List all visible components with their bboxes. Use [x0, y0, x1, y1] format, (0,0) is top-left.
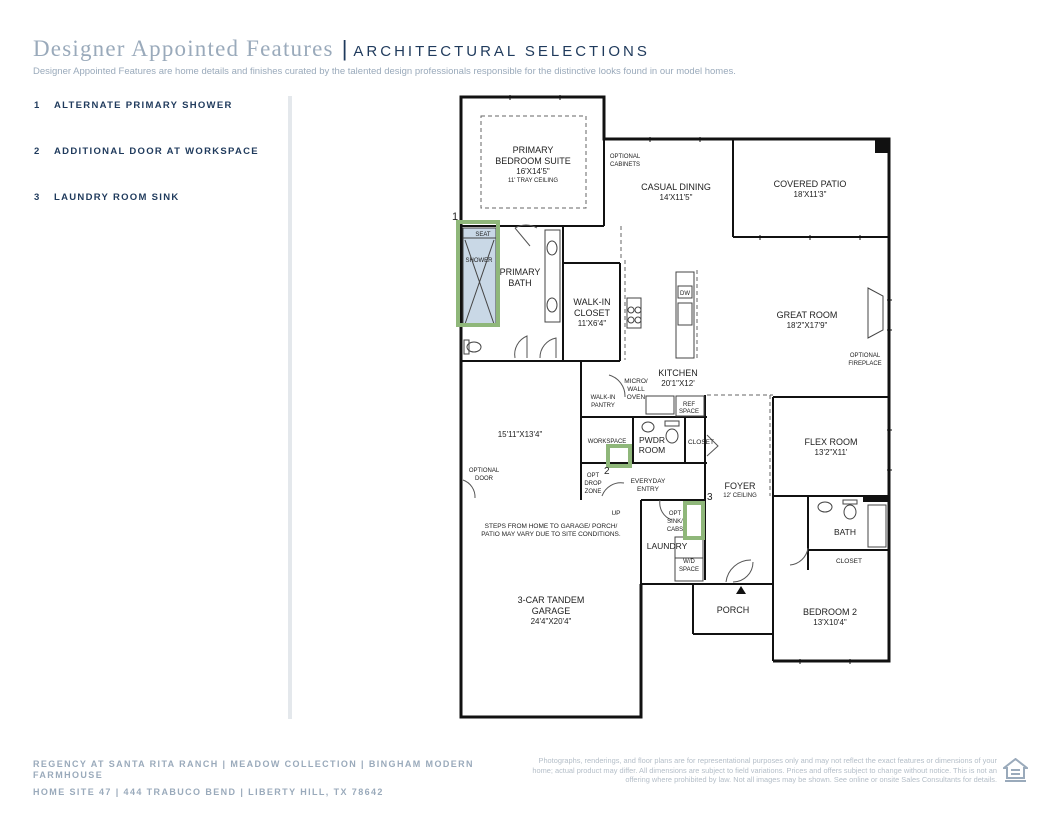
foyer-label: FOYER — [724, 481, 756, 491]
wd-space-label: SPACE — [679, 567, 699, 573]
flex-room-label: FLEX ROOM — [804, 437, 858, 447]
wall-block — [863, 496, 889, 502]
marker-1: 1 — [452, 211, 459, 223]
ref-space-label: REF — [683, 402, 695, 408]
title-separator: | — [341, 36, 348, 61]
floor-plan-drawing — [440, 88, 900, 724]
optional-fireplace-label: FIREPLACE — [848, 361, 882, 367]
walk-in-closet-label: WALK-IN — [573, 297, 611, 307]
micro-wall-oven-label: MICRO/ — [624, 378, 648, 385]
page-header — [33, 36, 650, 62]
everyday-entry-label: ENTRY — [637, 486, 659, 493]
micro-wall-oven-label: WALL — [627, 386, 645, 393]
optional-cabinets-label: CABINETS — [609, 162, 641, 168]
closet-label-2: CLOSET — [835, 558, 863, 565]
site-conditions-note: STEPS FROM HOME TO GARAGE/ PORCH/ — [484, 523, 618, 530]
optional-door-label: DOOR — [475, 476, 493, 482]
shower-label: SHOWER — [465, 258, 493, 264]
opt-drop-zone-label: OPT — [586, 473, 600, 479]
garage-bay-dims: 15'11"X13'4" — [497, 430, 543, 439]
garage-dims: 24'4"X20'4" — [530, 617, 572, 626]
marker-3: 3 — [707, 492, 713, 503]
feature-item — [34, 146, 259, 192]
workspace-label: WORKSPACE — [587, 439, 627, 445]
section-title: ARCHITECTURAL SELECTIONS — [353, 43, 650, 60]
entry-arrow-icon — [736, 586, 746, 594]
porch-label: PORCH — [716, 605, 750, 615]
feature-label: ALTERNATE PRIMARY SHOWER — [54, 100, 233, 111]
equal-housing-opportunity-icon — [1003, 758, 1028, 784]
floor-plan — [440, 88, 900, 729]
walk-in-pantry-label: WALK-IN — [590, 395, 616, 401]
feature-label: ADDITIONAL DOOR AT WORKSPACE — [54, 146, 259, 157]
opt-drop-zone-label: DROP — [584, 481, 602, 487]
feature-number: 1 — [34, 100, 41, 111]
feature-item — [34, 192, 259, 238]
optional-cabinets-label: OPTIONAL — [609, 154, 641, 160]
great-room-label: GREAT ROOM — [776, 310, 838, 320]
home-site-line: HOME SITE 47 | 444 TRABUCO BEND | LIBERTY HILL, TX 78642 — [33, 787, 384, 797]
room-labels — [466, 145, 882, 627]
foyer-note: 12' CEILING — [723, 493, 757, 499]
feature-item — [34, 100, 259, 146]
casual-dining-dims: 14'X11'5" — [659, 193, 693, 202]
primary-bedroom-note: 11' TRAY CEILING — [507, 178, 559, 184]
page-title: Designer Appointed Features — [33, 36, 334, 61]
vertical-divider — [288, 96, 292, 719]
flex-room-dims: 13'2"X11' — [814, 448, 848, 457]
marker-2: 2 — [604, 466, 610, 477]
opt-sink-cabs-label: OPT — [668, 511, 682, 517]
bath-label: BATH — [833, 527, 857, 537]
micro-wall-oven-label: OVEN — [626, 394, 646, 401]
garage-label: GARAGE — [531, 606, 571, 616]
walk-in-pantry-label: PANTRY — [591, 403, 615, 409]
great-room-dims: 18'2"X17'9" — [786, 321, 828, 330]
everyday-entry-label: EVERYDAY — [630, 478, 666, 485]
opt-sink-cabs-label: CABS — [666, 527, 684, 533]
up-stairs-label: UP — [611, 510, 621, 517]
kitchen-dims: 20'1"X12' — [661, 379, 695, 388]
primary-bath-label: PRIMARY — [499, 267, 541, 277]
feature-number: 3 — [34, 192, 41, 203]
wd-space-label: W/D — [683, 559, 695, 565]
dishwasher-label: DW — [680, 291, 690, 297]
opt-sink-cabs-label: SINK/ — [667, 519, 683, 525]
page-subtitle: Designer Appointed Features are home details and finishes curated by the talented design professionals responsible for the distinctive looks found in our model homes. — [33, 66, 736, 77]
garage-label: 3-CAR TANDEM — [517, 595, 585, 605]
primary-bedroom-label: BEDROOM SUITE — [495, 156, 571, 166]
powder-room-label: PWDR — [639, 435, 665, 445]
primary-bedroom-dims: 16'X14'5" — [516, 167, 550, 176]
walk-in-closet-dims: 11'X6'4" — [577, 319, 607, 328]
bedroom-2-label: BEDROOM 2 — [802, 607, 858, 617]
closet-label: CLOSET — [687, 439, 715, 446]
community-info — [33, 759, 503, 798]
column-post — [875, 139, 889, 153]
site-conditions-note: PATIO MAY VARY DUE TO SITE CONDITIONS. — [481, 531, 621, 538]
highlight-laundry-sink — [685, 503, 703, 538]
primary-bath-label: BATH — [508, 278, 532, 288]
feature-label: LAUNDRY ROOM SINK — [54, 192, 180, 203]
walk-in-closet-label: CLOSET — [573, 308, 611, 318]
primary-bedroom-label: PRIMARY — [512, 145, 554, 155]
community-line: REGENCY AT SANTA RITA RANCH | MEADOW COLLECTION | BINGHAM MODERN FARMHOUSE — [33, 759, 474, 780]
powder-room-label: ROOM — [638, 445, 666, 455]
feature-list — [34, 100, 259, 238]
optional-fireplace-label: OPTIONAL — [849, 353, 881, 359]
covered-patio-label: COVERED PATIO — [773, 179, 847, 189]
optional-door-label: OPTIONAL — [468, 468, 500, 474]
legal-disclaimer: Photographs, renderings, and floor plans are for representational purposes only and may not reflect the exact features or dimensions of your home; actual product may differ. All dimensions are subject to field variations. Prices and offers subject to change without notice. This is not an offering where prohibited by law. Not all images may be shown. See online or onsite Sales Consultants for details. — [532, 756, 997, 784]
feature-number: 2 — [34, 146, 41, 157]
covered-patio-dims: 18'X11'3" — [793, 190, 827, 199]
casual-dining-label: CASUAL DINING — [641, 182, 711, 192]
seat-label: SEAT — [475, 232, 491, 238]
ref-space-label: SPACE — [679, 409, 699, 415]
laundry-label: LAUNDRY — [646, 541, 688, 551]
interior-walls — [461, 139, 889, 661]
bedroom-2-dims: 13'X10'4" — [813, 618, 847, 627]
opt-drop-zone-label: ZONE — [584, 489, 602, 495]
kitchen-label: KITCHEN — [658, 368, 698, 378]
